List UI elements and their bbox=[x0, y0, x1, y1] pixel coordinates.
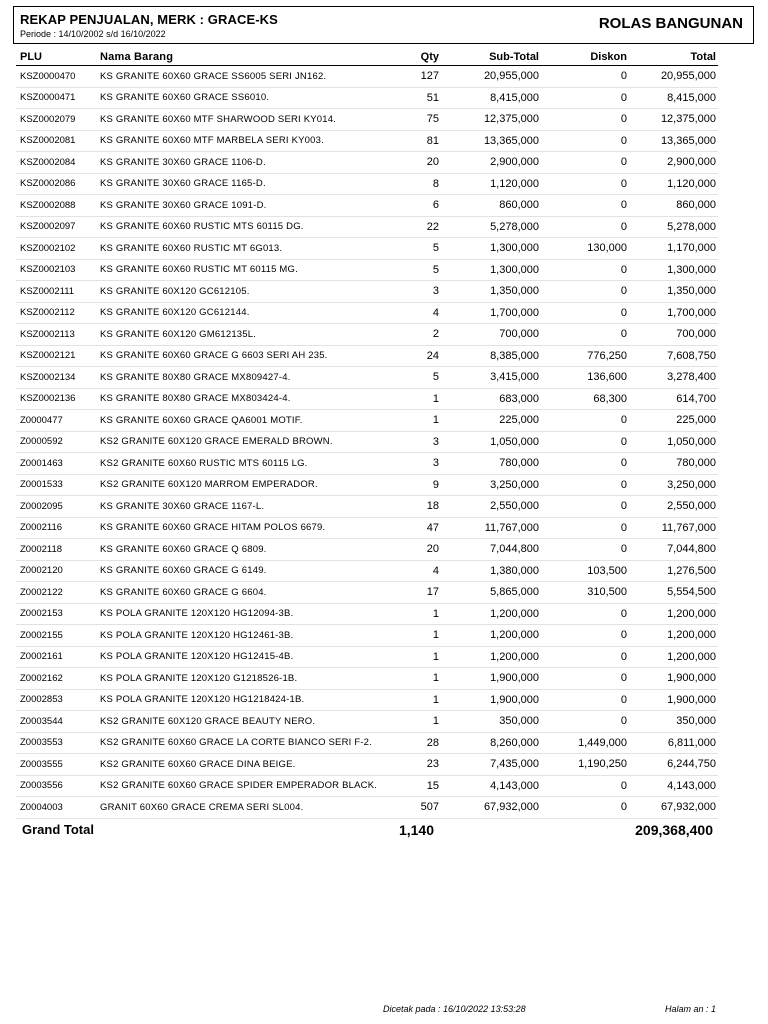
cell-qty: 127 bbox=[382, 66, 439, 88]
cell-item-name: KS GRANITE 60X60 MTF MARBELA SERI KY003. bbox=[100, 130, 382, 152]
cell-plu: Z0003544 bbox=[16, 711, 100, 733]
cell-total: 2,900,000 bbox=[627, 152, 718, 174]
cell-qty: 15 bbox=[382, 775, 439, 797]
sales-table bbox=[16, 48, 718, 819]
cell-qty: 24 bbox=[382, 345, 439, 367]
cell-total: 6,244,750 bbox=[627, 754, 718, 776]
cell-plu: Z0002155 bbox=[16, 625, 100, 647]
cell-qty: 3 bbox=[382, 453, 439, 475]
cell-discount: 0 bbox=[539, 711, 627, 733]
page-number: Halam an : 1 bbox=[664, 1004, 716, 1014]
table-row bbox=[16, 517, 718, 539]
cell-plu: KSZ0002103 bbox=[16, 259, 100, 281]
cell-discount: 0 bbox=[539, 66, 627, 88]
cell-subtotal: 8,415,000 bbox=[439, 87, 539, 109]
cell-plu: KSZ0002084 bbox=[16, 152, 100, 174]
cell-subtotal: 13,365,000 bbox=[439, 130, 539, 152]
cell-item-name: KS GRANITE 30X60 GRACE 1165-D. bbox=[100, 173, 382, 195]
cell-plu: KSZ0002111 bbox=[16, 281, 100, 303]
cell-total: 1,900,000 bbox=[627, 668, 718, 690]
cell-plu: KSZ0002088 bbox=[16, 195, 100, 217]
cell-subtotal: 4,143,000 bbox=[439, 775, 539, 797]
table-row bbox=[16, 560, 718, 582]
table-row bbox=[16, 431, 718, 453]
grand-total-row bbox=[0, 820, 768, 842]
cell-plu: Z0001463 bbox=[16, 453, 100, 475]
cell-subtotal: 8,260,000 bbox=[439, 732, 539, 754]
cell-qty: 1 bbox=[382, 668, 439, 690]
cell-qty: 47 bbox=[382, 517, 439, 539]
cell-qty: 5 bbox=[382, 367, 439, 389]
table-row bbox=[16, 87, 718, 109]
cell-total: 1,200,000 bbox=[627, 603, 718, 625]
table-row bbox=[16, 496, 718, 518]
cell-total: 7,608,750 bbox=[627, 345, 718, 367]
table-header-row bbox=[16, 48, 718, 66]
cell-item-name: KS GRANITE 60X120 GC612144. bbox=[100, 302, 382, 324]
cell-qty: 1 bbox=[382, 689, 439, 711]
cell-total: 4,143,000 bbox=[627, 775, 718, 797]
table-row bbox=[16, 646, 718, 668]
company-name: ROLAS BANGUNAN bbox=[598, 15, 743, 32]
cell-plu: KSZ0002081 bbox=[16, 130, 100, 152]
cell-subtotal: 780,000 bbox=[439, 453, 539, 475]
cell-item-name: KS2 GRANITE 60X120 MARROM EMPERADOR. bbox=[100, 474, 382, 496]
cell-subtotal: 2,900,000 bbox=[439, 152, 539, 174]
cell-qty: 18 bbox=[382, 496, 439, 518]
cell-discount: 0 bbox=[539, 302, 627, 324]
cell-item-name: KS2 GRANITE 60X60 GRACE LA CORTE BIANCO SERI F-2. bbox=[100, 732, 382, 754]
cell-qty: 22 bbox=[382, 216, 439, 238]
cell-qty: 6 bbox=[382, 195, 439, 217]
report-title: REKAP PENJUALAN, MERK : GRACE-KS bbox=[20, 12, 278, 27]
table-row bbox=[16, 324, 718, 346]
cell-item-name: KS GRANITE 80X80 GRACE MX803424-4. bbox=[100, 388, 382, 410]
cell-total: 12,375,000 bbox=[627, 109, 718, 131]
cell-item-name: KS GRANITE 30X60 GRACE 1167-L. bbox=[100, 496, 382, 518]
cell-total: 11,767,000 bbox=[627, 517, 718, 539]
cell-discount: 68,300 bbox=[539, 388, 627, 410]
cell-item-name: KS POLA GRANITE 120X120 HG12415-4B. bbox=[100, 646, 382, 668]
cell-discount: 0 bbox=[539, 474, 627, 496]
table-row bbox=[16, 130, 718, 152]
cell-subtotal: 1,700,000 bbox=[439, 302, 539, 324]
cell-qty: 75 bbox=[382, 109, 439, 131]
cell-subtotal: 11,767,000 bbox=[439, 517, 539, 539]
cell-discount: 0 bbox=[539, 259, 627, 281]
cell-qty: 23 bbox=[382, 754, 439, 776]
table-row bbox=[16, 345, 718, 367]
cell-qty: 1 bbox=[382, 410, 439, 432]
table-row bbox=[16, 711, 718, 733]
cell-item-name: KS2 GRANITE 60X120 GRACE BEAUTY NERO. bbox=[100, 711, 382, 733]
table-row bbox=[16, 474, 718, 496]
cell-discount: 0 bbox=[539, 496, 627, 518]
report-header bbox=[13, 6, 754, 44]
cell-subtotal: 1,900,000 bbox=[439, 689, 539, 711]
cell-total: 1,276,500 bbox=[627, 560, 718, 582]
cell-total: 1,200,000 bbox=[627, 625, 718, 647]
cell-subtotal: 1,380,000 bbox=[439, 560, 539, 582]
cell-subtotal: 683,000 bbox=[439, 388, 539, 410]
cell-total: 6,811,000 bbox=[627, 732, 718, 754]
cell-subtotal: 1,350,000 bbox=[439, 281, 539, 303]
table-row bbox=[16, 410, 718, 432]
cell-item-name: KS GRANITE 30X60 GRACE 1106-D. bbox=[100, 152, 382, 174]
cell-plu: Z0001533 bbox=[16, 474, 100, 496]
column-header-total: Total bbox=[627, 48, 718, 66]
cell-total: 2,550,000 bbox=[627, 496, 718, 518]
cell-discount: 0 bbox=[539, 281, 627, 303]
cell-item-name: KS GRANITE 60X60 GRACE SS6005 SERI JN162. bbox=[100, 66, 382, 88]
cell-plu: Z0002853 bbox=[16, 689, 100, 711]
table-row bbox=[16, 302, 718, 324]
cell-discount: 0 bbox=[539, 173, 627, 195]
table-row bbox=[16, 539, 718, 561]
cell-qty: 5 bbox=[382, 259, 439, 281]
cell-item-name: KS2 GRANITE 60X60 GRACE SPIDER EMPERADOR BLACK. bbox=[100, 775, 382, 797]
cell-qty: 9 bbox=[382, 474, 439, 496]
cell-discount: 0 bbox=[539, 216, 627, 238]
table-row bbox=[16, 216, 718, 238]
report-period: Periode : 14/10/2002 s/d 16/10/2022 bbox=[20, 29, 166, 39]
cell-discount: 0 bbox=[539, 517, 627, 539]
table-row bbox=[16, 367, 718, 389]
table-row bbox=[16, 388, 718, 410]
cell-total: 1,350,000 bbox=[627, 281, 718, 303]
column-header-name: Nama Barang bbox=[100, 48, 382, 66]
cell-qty: 5 bbox=[382, 238, 439, 260]
cell-qty: 3 bbox=[382, 431, 439, 453]
cell-discount: 1,190,250 bbox=[539, 754, 627, 776]
cell-total: 1,170,000 bbox=[627, 238, 718, 260]
cell-discount: 0 bbox=[539, 603, 627, 625]
cell-subtotal: 7,435,000 bbox=[439, 754, 539, 776]
cell-discount: 0 bbox=[539, 775, 627, 797]
cell-discount: 0 bbox=[539, 195, 627, 217]
cell-discount: 0 bbox=[539, 453, 627, 475]
cell-item-name: KS GRANITE 60X60 GRACE Q 6809. bbox=[100, 539, 382, 561]
cell-plu: Z0002122 bbox=[16, 582, 100, 604]
cell-subtotal: 7,044,800 bbox=[439, 539, 539, 561]
table-row bbox=[16, 281, 718, 303]
cell-subtotal: 2,550,000 bbox=[439, 496, 539, 518]
cell-qty: 1 bbox=[382, 625, 439, 647]
cell-plu: Z0002095 bbox=[16, 496, 100, 518]
table-row bbox=[16, 775, 718, 797]
cell-discount: 0 bbox=[539, 668, 627, 690]
cell-qty: 4 bbox=[382, 302, 439, 324]
cell-qty: 17 bbox=[382, 582, 439, 604]
cell-plu: Z0003553 bbox=[16, 732, 100, 754]
cell-item-name: KS POLA GRANITE 120X120 HG12094-3B. bbox=[100, 603, 382, 625]
cell-subtotal: 5,865,000 bbox=[439, 582, 539, 604]
cell-discount: 0 bbox=[539, 431, 627, 453]
cell-plu: KSZ0002079 bbox=[16, 109, 100, 131]
cell-discount: 0 bbox=[539, 689, 627, 711]
cell-total: 13,365,000 bbox=[627, 130, 718, 152]
cell-qty: 20 bbox=[382, 539, 439, 561]
table-row bbox=[16, 109, 718, 131]
cell-total: 67,932,000 bbox=[627, 797, 718, 819]
cell-item-name: KS GRANITE 80X80 GRACE MX809427-4. bbox=[100, 367, 382, 389]
table-row bbox=[16, 195, 718, 217]
cell-total: 225,000 bbox=[627, 410, 718, 432]
cell-item-name: KS GRANITE 60X60 RUSTIC MTS 60115 DG. bbox=[100, 216, 382, 238]
cell-plu: Z0004003 bbox=[16, 797, 100, 819]
cell-total: 780,000 bbox=[627, 453, 718, 475]
column-header-plu: PLU bbox=[16, 48, 100, 66]
cell-plu: Z0000477 bbox=[16, 410, 100, 432]
cell-item-name: KS GRANITE 60X60 GRACE G 6149. bbox=[100, 560, 382, 582]
cell-plu: KSZ0000470 bbox=[16, 66, 100, 88]
cell-discount: 310,500 bbox=[539, 582, 627, 604]
cell-qty: 2 bbox=[382, 324, 439, 346]
table-row bbox=[16, 259, 718, 281]
cell-item-name: KS GRANITE 60X120 GM612135L. bbox=[100, 324, 382, 346]
table-row bbox=[16, 732, 718, 754]
cell-qty: 4 bbox=[382, 560, 439, 582]
cell-discount: 130,000 bbox=[539, 238, 627, 260]
cell-item-name: KS GRANITE 60X60 GRACE G 6604. bbox=[100, 582, 382, 604]
cell-item-name: KS GRANITE 60X60 GRACE SS6010. bbox=[100, 87, 382, 109]
cell-total: 700,000 bbox=[627, 324, 718, 346]
cell-discount: 0 bbox=[539, 109, 627, 131]
cell-item-name: KS GRANITE 60X60 RUSTIC MT 6G013. bbox=[100, 238, 382, 260]
cell-total: 3,278,400 bbox=[627, 367, 718, 389]
cell-item-name: GRANIT 60X60 GRACE CREMA SERI SL004. bbox=[100, 797, 382, 819]
cell-subtotal: 3,250,000 bbox=[439, 474, 539, 496]
cell-total: 350,000 bbox=[627, 711, 718, 733]
cell-total: 8,415,000 bbox=[627, 87, 718, 109]
cell-total: 860,000 bbox=[627, 195, 718, 217]
cell-qty: 51 bbox=[382, 87, 439, 109]
cell-subtotal: 5,278,000 bbox=[439, 216, 539, 238]
cell-plu: KSZ0000471 bbox=[16, 87, 100, 109]
cell-qty: 28 bbox=[382, 732, 439, 754]
cell-discount: 136,600 bbox=[539, 367, 627, 389]
cell-plu: KSZ0002134 bbox=[16, 367, 100, 389]
cell-plu: KSZ0002136 bbox=[16, 388, 100, 410]
cell-item-name: KS GRANITE 60X60 RUSTIC MT 60115 MG. bbox=[100, 259, 382, 281]
cell-subtotal: 3,415,000 bbox=[439, 367, 539, 389]
cell-discount: 776,250 bbox=[539, 345, 627, 367]
cell-plu: Z0003555 bbox=[16, 754, 100, 776]
grand-total-label: Grand Total bbox=[22, 822, 94, 837]
table-row bbox=[16, 453, 718, 475]
cell-qty: 1 bbox=[382, 603, 439, 625]
cell-item-name: KS GRANITE 60X60 MTF SHARWOOD SERI KY014. bbox=[100, 109, 382, 131]
cell-plu: Z0003556 bbox=[16, 775, 100, 797]
cell-subtotal: 1,900,000 bbox=[439, 668, 539, 690]
cell-total: 7,044,800 bbox=[627, 539, 718, 561]
cell-item-name: KS POLA GRANITE 120X120 HG12461-3B. bbox=[100, 625, 382, 647]
cell-item-name: KS POLA GRANITE 120X120 HG1218424-1B. bbox=[100, 689, 382, 711]
cell-discount: 0 bbox=[539, 87, 627, 109]
cell-subtotal: 1,200,000 bbox=[439, 646, 539, 668]
table-row bbox=[16, 582, 718, 604]
cell-subtotal: 67,932,000 bbox=[439, 797, 539, 819]
table-row bbox=[16, 152, 718, 174]
cell-plu: KSZ0002102 bbox=[16, 238, 100, 260]
cell-plu: Z0002153 bbox=[16, 603, 100, 625]
table-row bbox=[16, 173, 718, 195]
cell-subtotal: 1,300,000 bbox=[439, 259, 539, 281]
cell-subtotal: 1,300,000 bbox=[439, 238, 539, 260]
cell-total: 1,900,000 bbox=[627, 689, 718, 711]
cell-total: 1,050,000 bbox=[627, 431, 718, 453]
cell-item-name: KS GRANITE 60X60 GRACE QA6001 MOTIF. bbox=[100, 410, 382, 432]
cell-discount: 0 bbox=[539, 625, 627, 647]
cell-qty: 20 bbox=[382, 152, 439, 174]
printed-timestamp: Dicetak pada : 16/10/2022 13:53:28 bbox=[383, 1004, 526, 1014]
cell-subtotal: 12,375,000 bbox=[439, 109, 539, 131]
cell-total: 614,700 bbox=[627, 388, 718, 410]
cell-item-name: KS GRANITE 60X60 GRACE G 6603 SERI AH 235. bbox=[100, 345, 382, 367]
cell-plu: Z0002120 bbox=[16, 560, 100, 582]
cell-total: 20,955,000 bbox=[627, 66, 718, 88]
cell-total: 1,300,000 bbox=[627, 259, 718, 281]
cell-discount: 0 bbox=[539, 324, 627, 346]
cell-plu: KSZ0002097 bbox=[16, 216, 100, 238]
cell-subtotal: 1,120,000 bbox=[439, 173, 539, 195]
cell-plu: KSZ0002113 bbox=[16, 324, 100, 346]
cell-subtotal: 1,200,000 bbox=[439, 603, 539, 625]
table-row bbox=[16, 668, 718, 690]
column-header-subtotal: Sub-Total bbox=[439, 48, 539, 66]
cell-item-name: KS2 GRANITE 60X120 GRACE EMERALD BROWN. bbox=[100, 431, 382, 453]
cell-total: 1,700,000 bbox=[627, 302, 718, 324]
cell-qty: 3 bbox=[382, 281, 439, 303]
cell-item-name: KS2 GRANITE 60X60 GRACE DINA BEIGE. bbox=[100, 754, 382, 776]
cell-discount: 103,500 bbox=[539, 560, 627, 582]
cell-discount: 0 bbox=[539, 797, 627, 819]
table-row bbox=[16, 625, 718, 647]
cell-plu: Z0002162 bbox=[16, 668, 100, 690]
cell-qty: 507 bbox=[382, 797, 439, 819]
cell-subtotal: 8,385,000 bbox=[439, 345, 539, 367]
cell-plu: KSZ0002121 bbox=[16, 345, 100, 367]
cell-discount: 0 bbox=[539, 130, 627, 152]
table-row bbox=[16, 754, 718, 776]
cell-subtotal: 1,200,000 bbox=[439, 625, 539, 647]
cell-subtotal: 1,050,000 bbox=[439, 431, 539, 453]
cell-total: 5,278,000 bbox=[627, 216, 718, 238]
cell-qty: 1 bbox=[382, 388, 439, 410]
cell-discount: 0 bbox=[539, 539, 627, 561]
cell-total: 1,120,000 bbox=[627, 173, 718, 195]
cell-item-name: KS GRANITE 60X60 GRACE HITAM POLOS 6679. bbox=[100, 517, 382, 539]
cell-subtotal: 20,955,000 bbox=[439, 66, 539, 88]
column-header-discount: Diskon bbox=[539, 48, 627, 66]
cell-subtotal: 700,000 bbox=[439, 324, 539, 346]
grand-total-amount: 209,368,400 bbox=[635, 822, 713, 838]
table-row bbox=[16, 797, 718, 819]
cell-subtotal: 225,000 bbox=[439, 410, 539, 432]
cell-discount: 1,449,000 bbox=[539, 732, 627, 754]
table-row bbox=[16, 603, 718, 625]
column-header-qty: Qty bbox=[382, 48, 439, 66]
cell-discount: 0 bbox=[539, 152, 627, 174]
cell-item-name: KS GRANITE 30X60 GRACE 1091-D. bbox=[100, 195, 382, 217]
cell-subtotal: 350,000 bbox=[439, 711, 539, 733]
cell-qty: 81 bbox=[382, 130, 439, 152]
cell-total: 5,554,500 bbox=[627, 582, 718, 604]
cell-plu: Z0002116 bbox=[16, 517, 100, 539]
cell-subtotal: 860,000 bbox=[439, 195, 539, 217]
table-row bbox=[16, 66, 718, 88]
table-row bbox=[16, 238, 718, 260]
cell-total: 3,250,000 bbox=[627, 474, 718, 496]
cell-plu: Z0002118 bbox=[16, 539, 100, 561]
cell-qty: 1 bbox=[382, 711, 439, 733]
cell-discount: 0 bbox=[539, 410, 627, 432]
cell-qty: 8 bbox=[382, 173, 439, 195]
cell-qty: 1 bbox=[382, 646, 439, 668]
cell-plu: KSZ0002112 bbox=[16, 302, 100, 324]
cell-item-name: KS POLA GRANITE 120X120 G1218526-1B. bbox=[100, 668, 382, 690]
cell-total: 1,200,000 bbox=[627, 646, 718, 668]
cell-item-name: KS GRANITE 60X120 GC612105. bbox=[100, 281, 382, 303]
grand-total-qty: 1,140 bbox=[398, 822, 434, 838]
cell-plu: KSZ0002086 bbox=[16, 173, 100, 195]
cell-item-name: KS2 GRANITE 60X60 RUSTIC MTS 60115 LG. bbox=[100, 453, 382, 475]
cell-plu: Z0002161 bbox=[16, 646, 100, 668]
table-body bbox=[16, 66, 718, 819]
cell-plu: Z0000592 bbox=[16, 431, 100, 453]
table-row bbox=[16, 689, 718, 711]
cell-discount: 0 bbox=[539, 646, 627, 668]
